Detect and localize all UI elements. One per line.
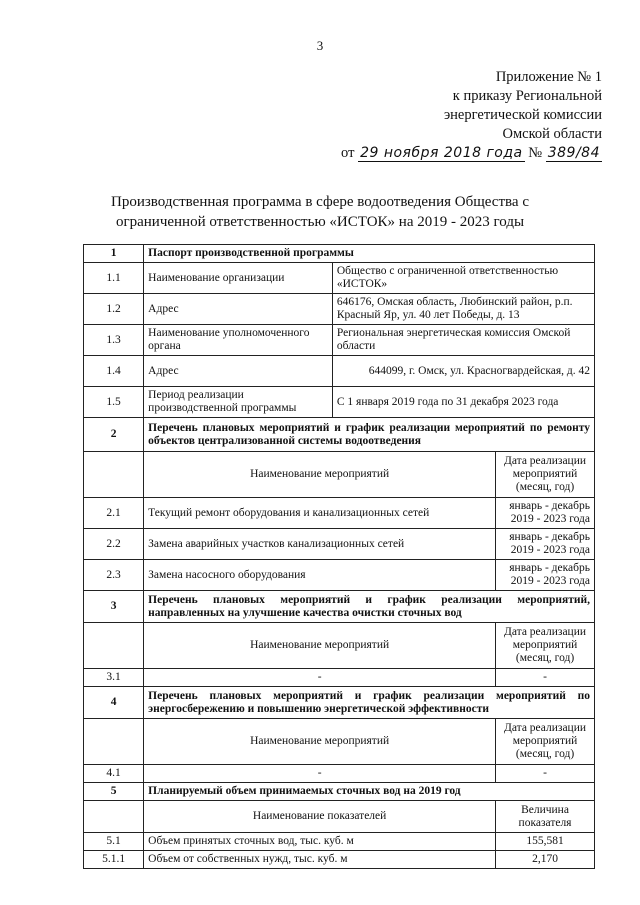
table-row — [84, 851, 595, 869]
row-date: январь - декабрь 2019 - 2023 года — [496, 560, 595, 591]
section-number: 2 — [84, 418, 144, 452]
table-row — [84, 669, 595, 687]
production-program-table — [83, 244, 595, 869]
row-value: Региональная энергетическая комиссия Омской области — [332, 325, 594, 356]
section-heading: Перечень плановых мероприятий и график реализации мероприятий, направленных на улучшение качества очистки сточных вод — [144, 591, 595, 623]
row-number: 1.1 — [84, 263, 144, 294]
appendix-block — [341, 68, 602, 163]
table-row — [84, 263, 595, 294]
section-heading: Перечень плановых мероприятий и график реализации мероприятий по ремонту объектов централизованной системы водоотведения — [144, 418, 595, 452]
section-heading: Планируемый объем принимаемых сточных вод на 2019 год — [144, 783, 595, 801]
row-number: 1.4 — [84, 356, 144, 387]
section-4-header-row — [84, 687, 595, 719]
row-date: январь - декабрь 2019 - 2023 года — [496, 498, 595, 529]
table-row — [84, 387, 595, 418]
row-label: Адрес — [144, 356, 333, 387]
appendix-line-2: к приказу Региональной — [452, 88, 602, 104]
section-1-header-row — [84, 245, 595, 263]
section-number: 3 — [84, 591, 144, 623]
column-header-name: Наименование мероприятий — [144, 623, 496, 669]
column-header-name: Наименование мероприятий — [144, 719, 496, 765]
row-name: Замена насосного оборудования — [144, 560, 496, 591]
page-number: 3 — [316, 38, 324, 53]
section-heading: Паспорт производственной программы — [144, 245, 595, 263]
column-header-date: Дата реализации мероприятий (месяц, год) — [496, 452, 595, 498]
table-row — [84, 560, 595, 591]
column-header-date: Дата реализации мероприятий (месяц, год) — [496, 719, 595, 765]
column-header-name: Наименование показателей — [144, 801, 496, 833]
document-title-line-2: ограниченной ответственностью «ИСТОК» на 2019 - 2023 годы — [115, 214, 525, 230]
table-row — [84, 498, 595, 529]
order-number-sign: № — [528, 145, 543, 161]
table-row — [84, 833, 595, 851]
row-value: 644099, г. Омск, ул. Красногвардейская, д. 42 — [332, 356, 594, 387]
row-label: Наименование организации — [144, 263, 333, 294]
column-header-row — [84, 452, 595, 498]
section-number: 4 — [84, 687, 144, 719]
row-name: Замена аварийных участков канализационных сетей — [144, 529, 496, 560]
section-2-header-row — [84, 418, 595, 452]
table-row — [84, 529, 595, 560]
table-row — [84, 325, 595, 356]
row-number: 5.1 — [84, 833, 144, 851]
row-number: 5.1.1 — [84, 851, 144, 869]
section-number: 1 — [84, 245, 144, 263]
row-date: - — [496, 765, 595, 783]
section-3-header-row — [84, 591, 595, 623]
row-value: Общество с ограниченной ответственностью «ИСТОК» — [332, 263, 594, 294]
appendix-line-3: энергетической комиссии — [443, 107, 602, 123]
order-date-prefix: от — [341, 145, 355, 161]
section-number: 5 — [84, 783, 144, 801]
row-number: 1.2 — [84, 294, 144, 325]
document-title — [0, 192, 640, 232]
order-date-line — [341, 144, 602, 163]
column-header-row — [84, 623, 595, 669]
row-name: - — [144, 765, 496, 783]
section-5-header-row — [84, 783, 595, 801]
row-name: Объем принятых сточных вод, тыс. куб. м — [144, 833, 496, 851]
column-header-value: Величина показателя — [496, 801, 595, 833]
section-heading: Перечень плановых мероприятий и график реализации мероприятий по энергосбережению и повышению энергетической эффективности — [144, 687, 595, 719]
order-date-handwritten: 29 ноября 2018 года — [360, 145, 523, 161]
table-row — [84, 294, 595, 325]
row-number: 1.5 — [84, 387, 144, 418]
row-value: 2,170 — [496, 851, 595, 869]
row-label: Адрес — [144, 294, 333, 325]
row-number: 3.1 — [84, 669, 144, 687]
table-row — [84, 356, 595, 387]
row-value: 155,581 — [496, 833, 595, 851]
row-label: Период реализации производственной программы — [144, 387, 333, 418]
row-number: 2.3 — [84, 560, 144, 591]
order-number-handwritten: 389/84 — [547, 145, 600, 161]
row-number: 2.1 — [84, 498, 144, 529]
row-value: 646176, Омская область, Любинский район, р.п. Красный Яр, ул. 40 лет Победы, д. 13 — [332, 294, 594, 325]
row-number: 4.1 — [84, 765, 144, 783]
table-row — [84, 765, 595, 783]
row-name: Текущий ремонт оборудования и канализационных сетей — [144, 498, 496, 529]
appendix-line-4: Омской области — [502, 126, 602, 142]
row-label: Наименование уполномоченного органа — [144, 325, 333, 356]
row-value: С 1 января 2019 года по 31 декабря 2023 года — [332, 387, 594, 418]
row-name: - — [144, 669, 496, 687]
appendix-line-1: Приложение № 1 — [495, 69, 602, 85]
row-name: Объем от собственных нужд, тыс. куб. м — [144, 851, 496, 869]
row-number: 1.3 — [84, 325, 144, 356]
column-header-row — [84, 801, 595, 833]
row-date: - — [496, 669, 595, 687]
column-header-row — [84, 719, 595, 765]
document-title-line-1: Производственная программа в сфере водоотведения Общества с — [111, 194, 529, 210]
row-date: январь - декабрь 2019 - 2023 года — [496, 529, 595, 560]
row-number: 2.2 — [84, 529, 144, 560]
column-header-name: Наименование мероприятий — [144, 452, 496, 498]
column-header-date: Дата реализации мероприятий (месяц, год) — [496, 623, 595, 669]
